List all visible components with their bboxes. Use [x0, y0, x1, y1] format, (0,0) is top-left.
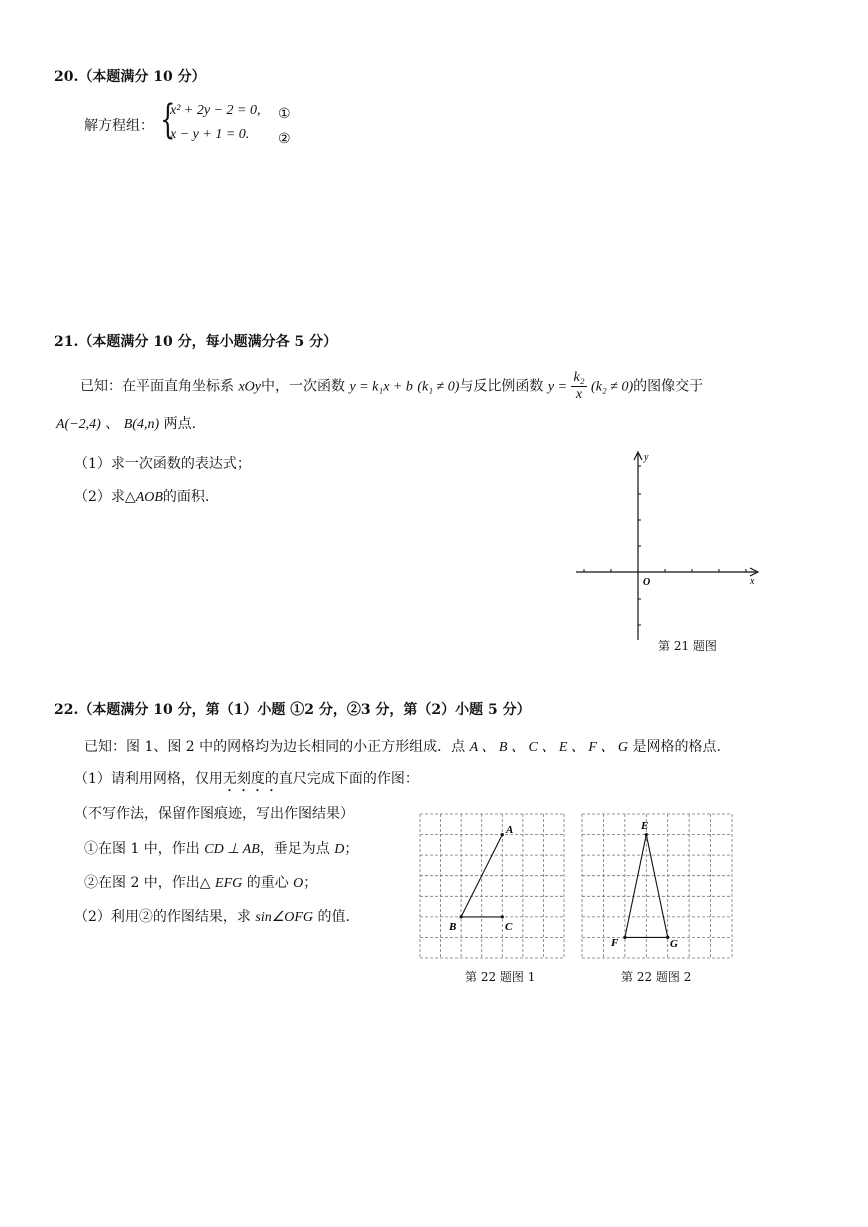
label-b: B: [449, 921, 457, 933]
q22-line1: [84, 736, 721, 756]
q22-part1-b: 直尺完成下面的作图：: [278, 771, 419, 787]
q20-number: 20.: [54, 69, 79, 85]
q21-point-a: A(−2,4): [56, 417, 101, 432]
q20-header: [54, 66, 206, 86]
q21-header-text: （本题满分 10 分，每小题满分各 5 分）: [78, 334, 338, 350]
q22-part2-expr: sin∠OFG: [255, 910, 314, 925]
q22-figure-2: [578, 810, 738, 962]
q21-aob: AOB: [135, 490, 163, 505]
q21-line2-end: 两点.: [163, 416, 197, 432]
q21-line1-b: 中，一次函数: [261, 378, 345, 395]
q20-mark2: ②: [278, 131, 291, 147]
figure-1-grid: [420, 814, 564, 958]
q22-header-text: （本题满分 10 分，第（1）小题 ①2 分，②3 分，第（2）小题 5 分）: [78, 702, 531, 718]
q21-line1-a: 已知：在平面直角坐标系: [80, 378, 234, 395]
q21-inv-den: x: [575, 387, 583, 402]
q20-prompt: 解方程组：: [84, 118, 154, 134]
q21-part2: [74, 486, 209, 506]
q22-sub1: [84, 838, 358, 858]
q22-sub1-c: ；: [344, 841, 359, 857]
label-f: F: [611, 937, 619, 949]
q21-point-b: B(4,n): [123, 417, 160, 432]
q20-mark1: ①: [278, 106, 291, 122]
q21-header: [54, 331, 337, 351]
q22-number: 22.: [54, 702, 79, 718]
point-a: [501, 833, 504, 836]
q21-inv-fraction: [571, 370, 586, 403]
origin-label: O: [643, 577, 651, 588]
q22-sub1-b: ，垂足为点: [259, 841, 330, 857]
q22-fig1-caption: 第 22 题图 1: [465, 970, 536, 984]
q22-sub2-b: 的重心: [246, 875, 289, 891]
q22-sub2-o: O: [293, 876, 304, 891]
q22-part2-b: 的值.: [317, 909, 350, 925]
q22-part2-a: （2）利用②的作图结果，求: [74, 909, 251, 925]
q22-part2: [74, 906, 350, 926]
q22-sub1-expr: CD ⊥ AB: [204, 842, 260, 857]
q21-figure-caption: 第 21 题图: [658, 639, 717, 653]
q21-part1: （1）求一次函数的表达式；: [74, 456, 251, 472]
q21-sep: 、: [105, 416, 120, 432]
q21-linear-cond: (k₁ ≠ 0): [417, 379, 460, 395]
q22-figure-1: [416, 810, 568, 962]
q22-part1: [74, 768, 419, 795]
point-g: [666, 936, 669, 939]
q22-sub2-efg: EFG: [215, 876, 243, 891]
q21-linear-fn: y = k₁x + b: [349, 379, 413, 395]
q21-line1-c: 与反比例函数: [459, 378, 544, 395]
q22-part1-a: （1）请利用网格，仅用: [74, 771, 223, 787]
point-e: [645, 833, 648, 836]
q21-line1-d: 的图像交于: [633, 378, 704, 395]
q21-part2-a: （2）求△: [74, 489, 136, 505]
q22-sub1-a: ①在图 1 中，作出: [84, 841, 200, 857]
q21-xoy: xOy: [238, 379, 261, 395]
q21-coordinate-figure: [570, 448, 770, 658]
point-c: [501, 915, 504, 918]
q22-sub2-a: ②在图 2 中，作出△: [84, 875, 211, 891]
q21-inv-cond: (k₂ ≠ 0): [591, 379, 634, 395]
q21-inv-num: k₂: [573, 370, 585, 385]
q22-sub2: [84, 872, 317, 892]
q22-line1-a: 已知：图 1、图 2 中的网格均为边长相同的小正方形组成．点: [84, 739, 466, 755]
point-f: [623, 936, 626, 939]
y-axis-label: y: [644, 452, 649, 463]
q20-brace: {: [160, 97, 176, 143]
q22-sub1-d: D: [334, 842, 345, 857]
q22-header: [54, 699, 531, 719]
q22-note: （不写作法，保留作图痕迹，写出作图结果）: [74, 806, 354, 822]
label-g: G: [670, 938, 678, 950]
q22-part1-emph: 无刻度的: [222, 771, 279, 787]
q21-number: 21.: [54, 334, 79, 350]
q22-points: A 、 B 、 C 、 E 、 F 、 G: [469, 740, 629, 755]
label-a: A: [506, 824, 514, 836]
q22-line1-end: 是网格的格点.: [632, 739, 721, 755]
q21-line2: [56, 413, 196, 433]
q20-eq1: x² + 2y − 2 = 0,: [170, 103, 261, 118]
q21-line1: [80, 370, 703, 403]
x-axis-label: x: [750, 576, 755, 587]
q21-inv-y: y =: [547, 379, 568, 395]
q22-fig2-caption: 第 22 题图 2: [621, 970, 692, 984]
q21-part2-b: 的面积.: [162, 489, 210, 505]
label-c: C: [505, 921, 513, 933]
q20-eq2: x − y + 1 = 0.: [170, 127, 250, 142]
label-e: E: [641, 820, 649, 832]
q20-header-text: （本题满分 10 分）: [78, 69, 206, 85]
q22-sub2-c: ；: [303, 875, 318, 891]
point-b: [460, 915, 463, 918]
